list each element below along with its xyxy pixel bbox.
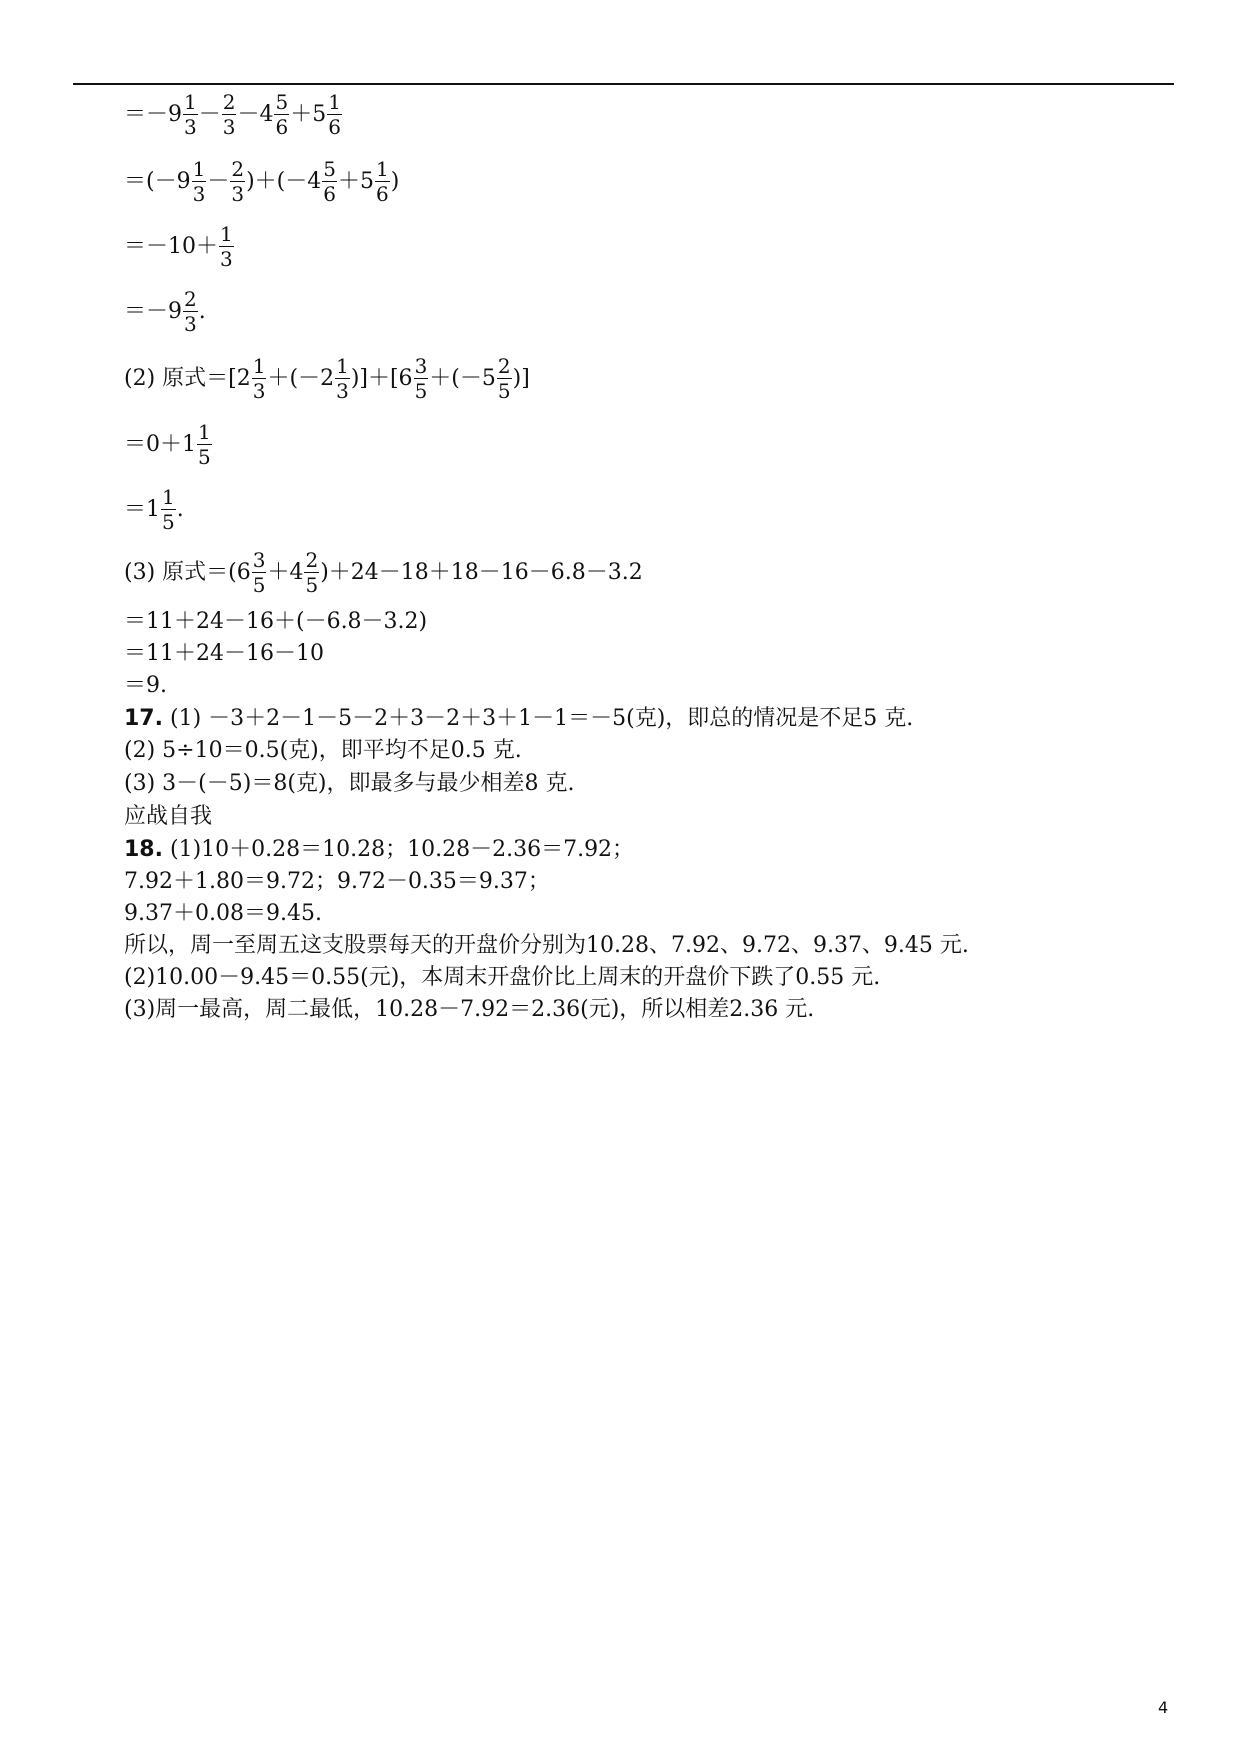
question-18-line-6: (3)周一最高，周二最低，10.28－7.92＝2.36(元)，所以相差2.36 元. <box>124 997 815 1022</box>
denominator: 5 <box>414 379 428 403</box>
text: ＝0＋1 <box>124 431 196 457</box>
text: ＝－9 <box>124 101 182 127</box>
denominator: 3 <box>192 182 206 206</box>
denominator: 5 <box>305 573 319 597</box>
text: (1) －3＋2－1－5－2＋3－2＋3＋1－1＝－5(克)，即总的情况是不足5 克. <box>169 706 914 731</box>
text: )] <box>512 365 530 391</box>
denominator: 3 <box>184 312 197 336</box>
text: )＋(－4 <box>246 168 322 194</box>
denominator: 3 <box>222 115 236 139</box>
denominator: 5 <box>252 573 266 597</box>
numerator: 5 <box>323 157 336 181</box>
numerator: 1 <box>162 485 175 509</box>
denominator: 6 <box>323 182 336 206</box>
calc-line-5 <box>124 354 530 403</box>
numerator: 1 <box>375 157 389 181</box>
text: ＋4 <box>267 559 304 585</box>
question-number: 18. <box>124 837 163 862</box>
denominator: 6 <box>328 115 341 139</box>
text: － <box>207 168 230 194</box>
calc-line-2 <box>124 157 399 206</box>
question-number: 17. <box>124 706 163 731</box>
numerator: 1 <box>336 354 349 378</box>
text: ＋5 <box>290 101 327 127</box>
fraction <box>197 420 212 469</box>
fraction <box>497 354 512 403</box>
numerator: 1 <box>184 90 197 114</box>
section-heading: 应战自我 <box>124 804 213 829</box>
calc-line-8 <box>124 548 643 597</box>
denominator: 6 <box>275 115 289 139</box>
numerator: 1 <box>220 222 233 246</box>
question-17-line-3: (3) 3－(－5)＝8(克)，即最多与最少相差8 克. <box>124 771 575 796</box>
question-17-line-2: (2) 5÷10＝0.5(克)，即平均不足0.5 克. <box>124 738 522 763</box>
text: ) <box>390 168 400 194</box>
numerator: 2 <box>231 157 245 181</box>
numerator: 1 <box>198 420 211 444</box>
denominator: 5 <box>198 445 211 469</box>
fraction <box>414 354 429 403</box>
question-18-line-2: 7.92＋1.80＝9.72；9.72－0.35＝9.37； <box>124 869 550 894</box>
numerator: 2 <box>305 548 319 572</box>
question-18-line-1 <box>124 836 634 864</box>
fraction <box>192 157 207 206</box>
numerator: 1 <box>252 354 266 378</box>
fraction <box>161 485 176 534</box>
text: ＋5 <box>337 168 374 194</box>
calc-line-7 <box>124 485 184 534</box>
text: . <box>176 496 184 522</box>
fraction <box>327 90 342 139</box>
question-18-line-4: 所以，周一至周五这支股票每天的开盘价分别为10.28、7.92、9.72、9.37、9.45 元. <box>124 933 969 958</box>
denominator: 3 <box>184 115 197 139</box>
fraction <box>183 287 198 336</box>
fraction <box>375 157 390 206</box>
denominator: 6 <box>375 182 389 206</box>
fraction <box>219 222 234 271</box>
text: ＝1 <box>124 496 160 522</box>
calc-line-11: ＝9. <box>124 673 167 698</box>
text: . <box>198 298 206 324</box>
text: (2) 原式＝[2 <box>124 365 251 391</box>
page-number: 4 <box>1158 1698 1169 1717</box>
fraction <box>252 354 267 403</box>
numerator: 2 <box>497 354 511 378</box>
text: ＋(－5 <box>429 365 496 391</box>
question-18-line-3: 9.37＋0.08＝9.45. <box>124 901 322 926</box>
fraction <box>274 90 289 139</box>
text: ＝－9 <box>124 298 182 324</box>
text: )＋24－18＋18－16－6.8－3.2 <box>320 559 643 585</box>
numerator: 2 <box>184 287 197 311</box>
question-17-line-1 <box>124 705 913 733</box>
fraction <box>252 548 267 597</box>
denominator: 5 <box>162 510 175 534</box>
text: (3) 原式＝(6 <box>124 559 251 585</box>
text: ＋(－2 <box>267 365 335 391</box>
text: )]＋[6 <box>350 365 413 391</box>
numerator: 3 <box>414 354 428 378</box>
calc-line-4 <box>124 287 206 336</box>
text: ＝(－9 <box>124 168 191 194</box>
numerator: 5 <box>275 90 289 114</box>
calc-line-10: ＝11＋24－16－10 <box>124 641 324 666</box>
denominator: 3 <box>231 182 245 206</box>
text: ＝－10＋ <box>124 233 218 259</box>
numerator: 1 <box>192 157 206 181</box>
calc-line-3 <box>124 222 235 271</box>
fraction <box>322 157 337 206</box>
header-rule <box>73 83 1174 85</box>
text: － <box>198 101 221 127</box>
denominator: 3 <box>220 247 233 271</box>
numerator: 1 <box>328 90 341 114</box>
fraction <box>335 354 350 403</box>
numerator: 3 <box>252 548 266 572</box>
fraction <box>183 90 198 139</box>
fraction <box>230 157 245 206</box>
numerator: 2 <box>222 90 236 114</box>
calc-line-6 <box>124 420 213 469</box>
question-18-line-5: (2)10.00－9.45＝0.55(元)，本周末开盘价比上周末的开盘价下跌了0.55 元. <box>124 965 881 990</box>
denominator: 3 <box>252 379 266 403</box>
denominator: 3 <box>336 379 349 403</box>
calc-line-1 <box>124 90 343 139</box>
text: (1)10＋0.28＝10.28；10.28－2.36＝7.92； <box>169 837 635 862</box>
text: －4 <box>237 101 274 127</box>
denominator: 5 <box>497 379 511 403</box>
fraction <box>222 90 237 139</box>
calc-line-9: ＝11＋24－16＋(－6.8－3.2) <box>124 609 428 634</box>
fraction <box>304 548 319 597</box>
